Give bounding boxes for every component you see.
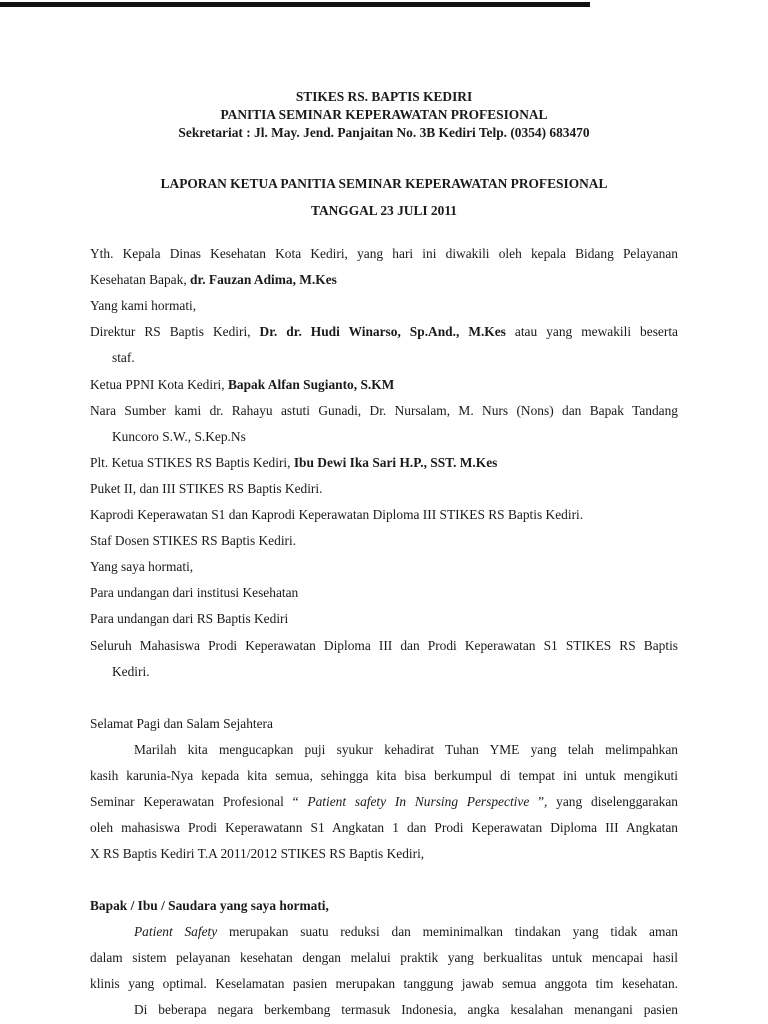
greeting-line: Kediri. — [112, 664, 150, 679]
greeting-line — [90, 323, 678, 341]
greeting-line — [90, 376, 678, 394]
paragraph-line — [90, 793, 678, 811]
greeting-line — [90, 271, 678, 289]
seminar-theme: Patient safety In Nursing Perspective — [307, 794, 530, 809]
secretariat-address: Sekretariat : Jl. May. Jend. Panjaitan No. 3B Kediri Telp. (0354) 683470 — [178, 125, 590, 140]
text-span: Kesehatan Bapak, — [90, 272, 191, 287]
greeting-line: Nara Sumber kami dr. Rahayu astuti Gunadi, Dr. Nursalam, M. Nurs (Nons) dan Bapak Tandang — [90, 403, 678, 418]
paragraph-line: dalam sistem pelayanan kesehatan dengan melalui praktik yang berkualitas untuk mencapai hasil — [90, 950, 678, 965]
text-span: Direktur RS Baptis Kediri, — [90, 324, 260, 339]
greeting-line: Yang kami hormati, — [90, 298, 197, 313]
greeting-line: Staf Dosen STIKES RS Baptis Kediri. — [90, 533, 297, 548]
text-span: ”, yang diselenggarakan — [529, 794, 678, 809]
greeting-line — [90, 454, 678, 472]
paragraph-line: oleh mahasiswa Prodi Keperawatann S1 Angkatan 1 dan Prodi Keperawatan Diploma III Angkatan — [90, 820, 678, 835]
paragraph-line: Marilah kita mengucapkan puji syukur kehadirat Tuhan YME yang telah melimpahkan — [134, 742, 678, 757]
official-name: Bapak Alfan Sugianto, S.KM — [227, 377, 395, 392]
text-span: merupakan suatu reduksi dan meminimalkan tindakan yang tidak aman — [217, 924, 678, 939]
text-span: Plt. Ketua STIKES RS Baptis Kediri, — [90, 455, 294, 470]
greeting-line: staf. — [112, 350, 135, 365]
official-name: Ibu Dewi Ika Sari H.P., SST. M.Kes — [293, 455, 498, 470]
paragraph-line: klinis yang optimal. Keselamatan pasien merupakan tanggung jawab semua anggota tim kesehatan. — [90, 976, 678, 991]
paragraph-line: X RS Baptis Kediri T.A 2011/2012 STIKES RS Baptis Kediri, — [90, 846, 425, 861]
report-date: TANGGAL 23 JULI 2011 — [311, 203, 457, 218]
salutation: Selamat Pagi dan Salam Sejahtera — [90, 716, 273, 731]
greeting-line: Yth. Kepala Dinas Kesehatan Kota Kediri, yang hari ini diwakili oleh kepala Bidang Pelayanan — [90, 246, 678, 261]
text-span: Seminar Keperawatan Profesional “ — [90, 794, 308, 809]
greeting-line: Para undangan dari institusi Kesehatan — [90, 585, 299, 600]
report-title: LAPORAN KETUA PANITIA SEMINAR KEPERAWATAN PROFESIONAL — [160, 176, 608, 191]
greeting-line: Kaprodi Keperawatan S1 dan Kaprodi Keperawatan Diploma III STIKES RS Baptis Kediri. — [90, 507, 584, 522]
committee-name: PANITIA SEMINAR KEPERAWATAN PROFESIONAL — [220, 107, 548, 122]
text-span: atau yang mewakili beserta — [505, 324, 678, 339]
paragraph-line — [90, 923, 678, 941]
paragraph-line: Di beberapa negara berkembang termasuk Indonesia, angka kesalahan menangani pasien — [134, 1002, 678, 1017]
top-rule — [0, 2, 590, 7]
institution-name: STIKES RS. BAPTIS KEDIRI — [295, 89, 473, 104]
official-name: Dr. dr. Hudi Winarso, Sp.And., M.Kes — [259, 324, 506, 339]
term-patient-safety: Patient Safety — [134, 924, 218, 939]
paragraph-line: kasih karunia-Nya kepada kita semua, sehingga kita bisa berkumpul di tempat ini untuk mengikuti — [90, 768, 678, 783]
section-address — [90, 897, 678, 915]
greeting-line: Para undangan dari RS Baptis Kediri — [90, 611, 289, 626]
greeting-line: Kuncoro S.W., S.Kep.Ns — [112, 429, 246, 444]
greeting-line: Seluruh Mahasiswa Prodi Keperawatan Diploma III dan Prodi Keperawatan S1 STIKES RS Baptis — [90, 638, 678, 653]
greeting-line: Yang saya hormati, — [90, 559, 194, 574]
section-heading: Bapak / Ibu / Saudara yang saya hormati, — [90, 898, 329, 913]
greeting-line: Puket II, dan III STIKES RS Baptis Kediri. — [90, 481, 323, 496]
official-name: dr. Fauzan Adima, M.Kes — [190, 272, 337, 287]
text-span: Ketua PPNI Kota Kediri, — [90, 377, 228, 392]
